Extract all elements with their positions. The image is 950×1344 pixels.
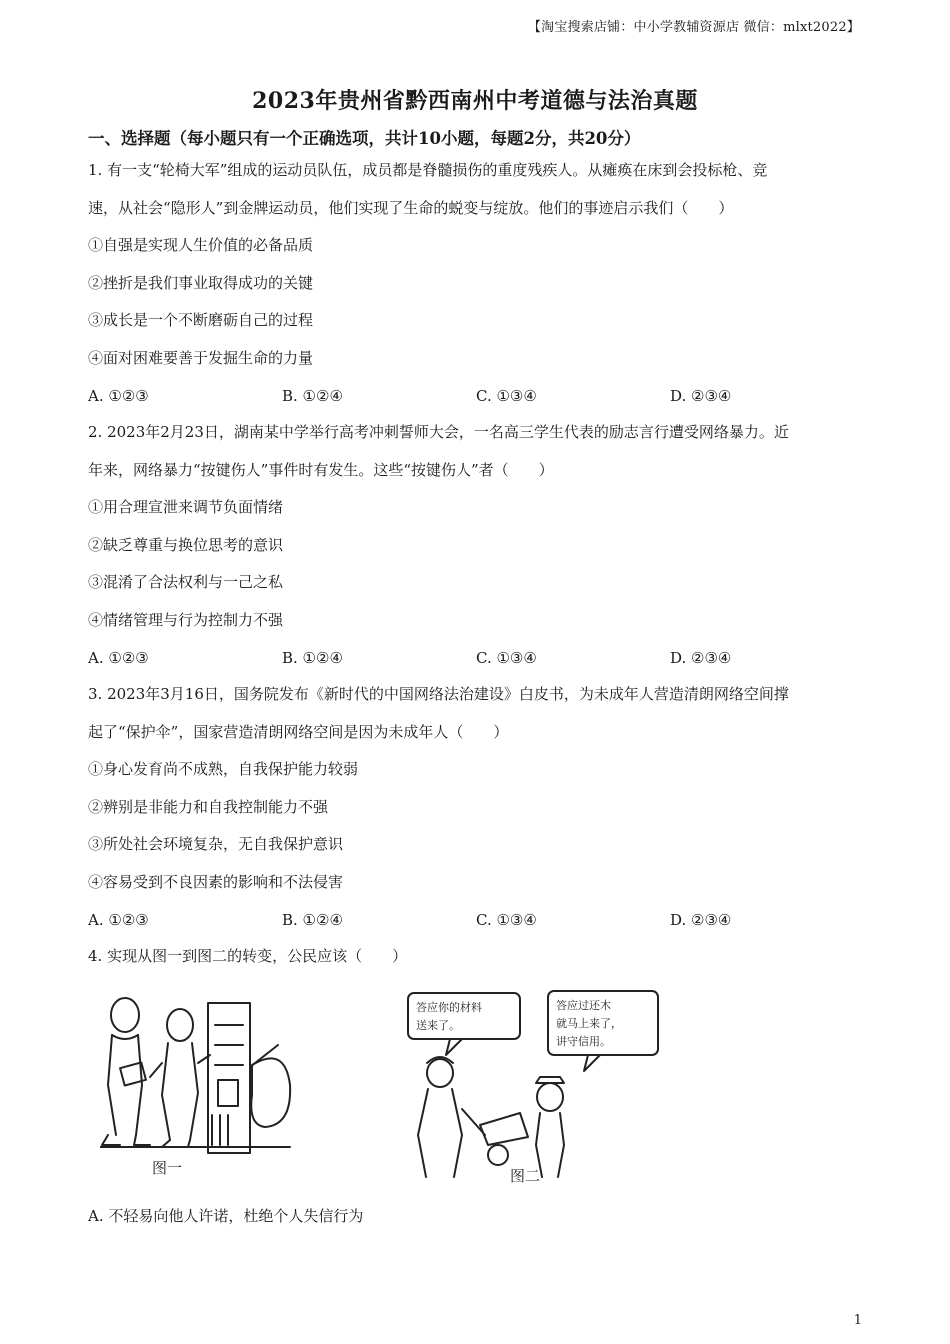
option-a: A. ①②③ (88, 910, 149, 929)
option-d: D. ②③④ (670, 386, 732, 405)
question-stem-line: 起了“保护伞”，国家营造清朗网络空间是因为未成年人（ ） (88, 722, 509, 741)
statement-item: ②辨别是非能力和自我控制能力不强 (88, 797, 329, 816)
speech-bubble-right-line-3: 讲守信用。 (556, 1035, 611, 1048)
statement-item: ④面对困难要善于发掘生命的力量 (88, 348, 314, 367)
statement-item: ④容易受到不良因素的影响和不法侵害 (88, 872, 344, 891)
speech-bubble-left-line-1: 答应你的材料 (416, 1001, 482, 1014)
speech-bubble-left-line-2: 送来了。 (416, 1019, 460, 1032)
speech-bubble-right-line-2: 就马上来了， (556, 1017, 622, 1030)
question-4 (88, 938, 865, 976)
statement-item: ②挫折是我们事业取得成功的关键 (88, 273, 314, 292)
question-2 (88, 414, 865, 677)
option-c: C. ①③④ (476, 648, 537, 667)
question-3 (88, 676, 865, 939)
option-d: D. ②③④ (670, 648, 732, 667)
question-4-option-a (88, 1198, 865, 1236)
statement-item: ③所处社会环境复杂，无自我保护意识 (88, 835, 344, 854)
figure-one-label: 图一 (152, 1159, 183, 1177)
answer-options (88, 640, 865, 678)
option-a: A. 不轻易向他人许诺，杜绝个人失信行为 (88, 1207, 364, 1225)
question-stem-line: 2. 2023年2月23日，湖南某中学举行高考冲刺誓师大会，一名高三学生代表的励志言行遭受网络暴力。近 (88, 423, 789, 441)
option-a: A. ①②③ (88, 648, 149, 667)
question-1 (88, 152, 865, 415)
cartoon-figures (100, 985, 700, 1185)
answer-options (88, 902, 865, 940)
page-number: 1 (853, 1313, 862, 1328)
question-stem-line: 年来，网络暴力“按键伤人”事件时有发生。这些“按键伤人”者（ ） (88, 460, 554, 479)
option-b: B. ①②④ (282, 386, 343, 405)
option-a: A. ①②③ (88, 386, 149, 405)
statement-item: ②缺乏尊重与换位思考的意识 (88, 535, 284, 554)
option-c: C. ①③④ (476, 910, 537, 929)
question-stem-line: 1. 有一支“轮椅大军”组成的运动员队伍，成员都是脊髓损伤的重度残疾人。从瘫痪在床到会投标枪、竞 (88, 161, 768, 179)
figure-one-illustration (100, 998, 290, 1153)
question-stem-line: 4. 实现从图一到图二的转变，公民应该（ ） (88, 947, 408, 965)
statement-item: ①用合理宣泄来调节负面情绪 (88, 498, 284, 517)
statement-item: ①自强是实现人生价值的必备品质 (88, 236, 314, 255)
option-b: B. ①②④ (282, 648, 343, 667)
answer-options (88, 378, 865, 416)
page-title: 2023年贵州省黔西南州中考道德与法治真题 (252, 88, 698, 114)
option-d: D. ②③④ (670, 910, 732, 929)
option-b: B. ①②④ (282, 910, 343, 929)
statement-item: ④情绪管理与行为控制力不强 (88, 610, 284, 629)
speech-bubble-right-line-1: 答应过还木 (556, 999, 611, 1012)
statement-item: ③成长是一个不断磨砺自己的过程 (88, 311, 314, 330)
option-c: C. ①③④ (476, 386, 537, 405)
question-stem-line: 3. 2023年3月16日，国务院发布《新时代的中国网络法治建设》白皮书，为未成年人营造清朗网络空间撑 (88, 685, 789, 703)
section-heading: 一、选择题（每小题只有一个正确选项，共计10小题，每题2分，共20分） (88, 129, 641, 148)
statement-item: ①身心发育尚不成熟，自我保护能力较弱 (88, 760, 359, 779)
question-stem-line: 速，从社会“隐形人”到金牌运动员，他们实现了生命的蜕变与绽放。他们的事迹启示我们（ ） (88, 198, 734, 217)
figure-two-label: 图二 (510, 1167, 541, 1185)
statement-item: ③混淆了合法权利与一己之私 (88, 573, 284, 592)
header-note: 【淘宝搜索店铺：中小学教辅资源店 微信：mlxt2022】 (527, 20, 860, 35)
